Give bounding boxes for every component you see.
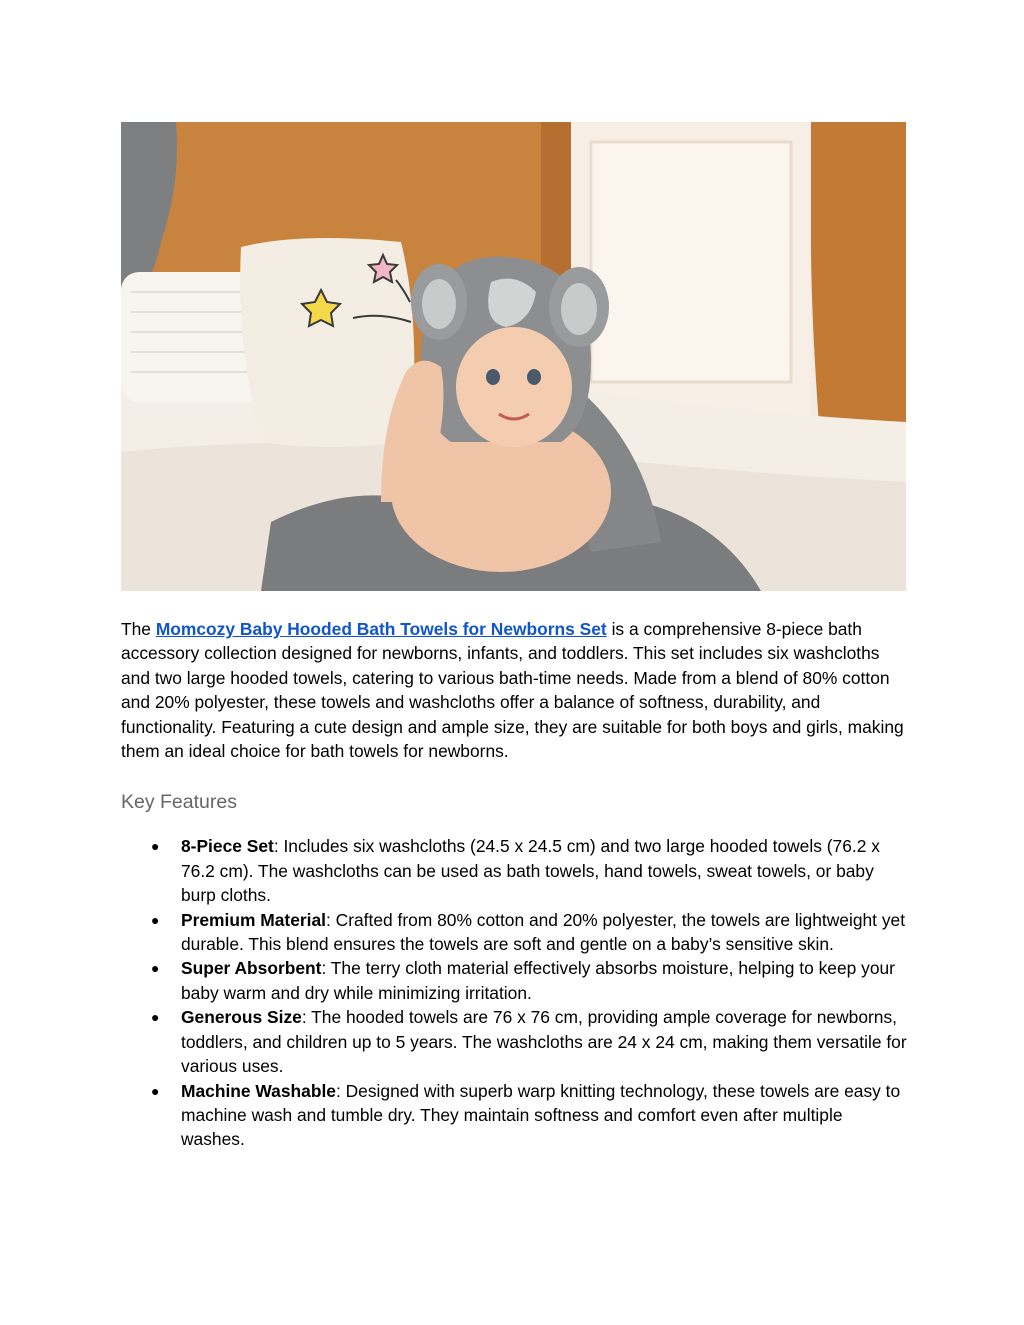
feature-text: : The terry cloth material effectively absorbs moisture, helping to keep your baby warm and dry while minimizing irritation. xyxy=(181,958,895,1003)
bullet-icon: ● xyxy=(151,911,160,928)
list-item xyxy=(121,1079,907,1152)
feature-title: Generous Size xyxy=(181,1007,302,1028)
baby-towel-illustration xyxy=(121,122,906,591)
intro-body: is a comprehensive 8-piece bath accessory collection designed for newborns, infants, and toddlers. This set includes six washcloths and two large hooded towels, catering to various bath-time needs. Made from a blend of 80% cotton and 20% polyester, these towels and washcloths offer a balance of softness, durability, and functionality. Featuring a cute design and ample size, they are suitable for both boys and girls, making them an ideal choice for bath towels for newborns. xyxy=(121,619,904,762)
list-item xyxy=(121,956,907,1005)
document-page xyxy=(121,122,907,1152)
intro-prefix: The xyxy=(121,619,156,639)
bullet-icon: ● xyxy=(151,838,160,855)
feature-text: : The hooded towels are 76 x 76 cm, providing ample coverage for newborns, toddlers, and children up to 5 years. The washcloths are 24 x 24 cm, making them versatile for various uses. xyxy=(181,1007,907,1077)
feature-title: Machine Washable xyxy=(181,1080,336,1101)
feature-text: : Designed with superb warp knitting technology, these towels are easy to machine wash and tumble dry. They maintain softness and comfort even after multiple washes. xyxy=(181,1080,901,1150)
bullet-icon: ● xyxy=(151,1009,160,1026)
bullet-icon: ● xyxy=(151,960,160,977)
product-hero-image xyxy=(121,122,906,591)
list-item xyxy=(121,834,907,907)
feature-text: : Crafted from 80% cotton and 20% polyester, the towels are lightweight yet durable. This blend ensures the towels are soft and gentle on a baby’s sensitive skin. xyxy=(181,909,906,955)
key-features-list xyxy=(121,834,907,1151)
key-features-heading: Key Features xyxy=(121,791,237,814)
feature-title: Premium Material xyxy=(181,909,326,930)
feature-title: 8-Piece Set xyxy=(181,836,274,857)
list-item xyxy=(121,908,907,957)
product-link[interactable]: Momcozy Baby Hooded Bath Towels for Newborns Set xyxy=(155,619,607,639)
intro-paragraph xyxy=(121,617,907,763)
bullet-icon: ● xyxy=(151,1082,160,1099)
feature-title: Super Absorbent xyxy=(181,958,322,979)
list-item xyxy=(121,1005,907,1078)
feature-text: : Includes six washcloths (24.5 x 24.5 cm) and two large hooded towels (76.2 x 76.2 cm). The washcloths can be used as bath towels, hand towels, sweat towels, or baby burp cloths. xyxy=(181,836,880,906)
